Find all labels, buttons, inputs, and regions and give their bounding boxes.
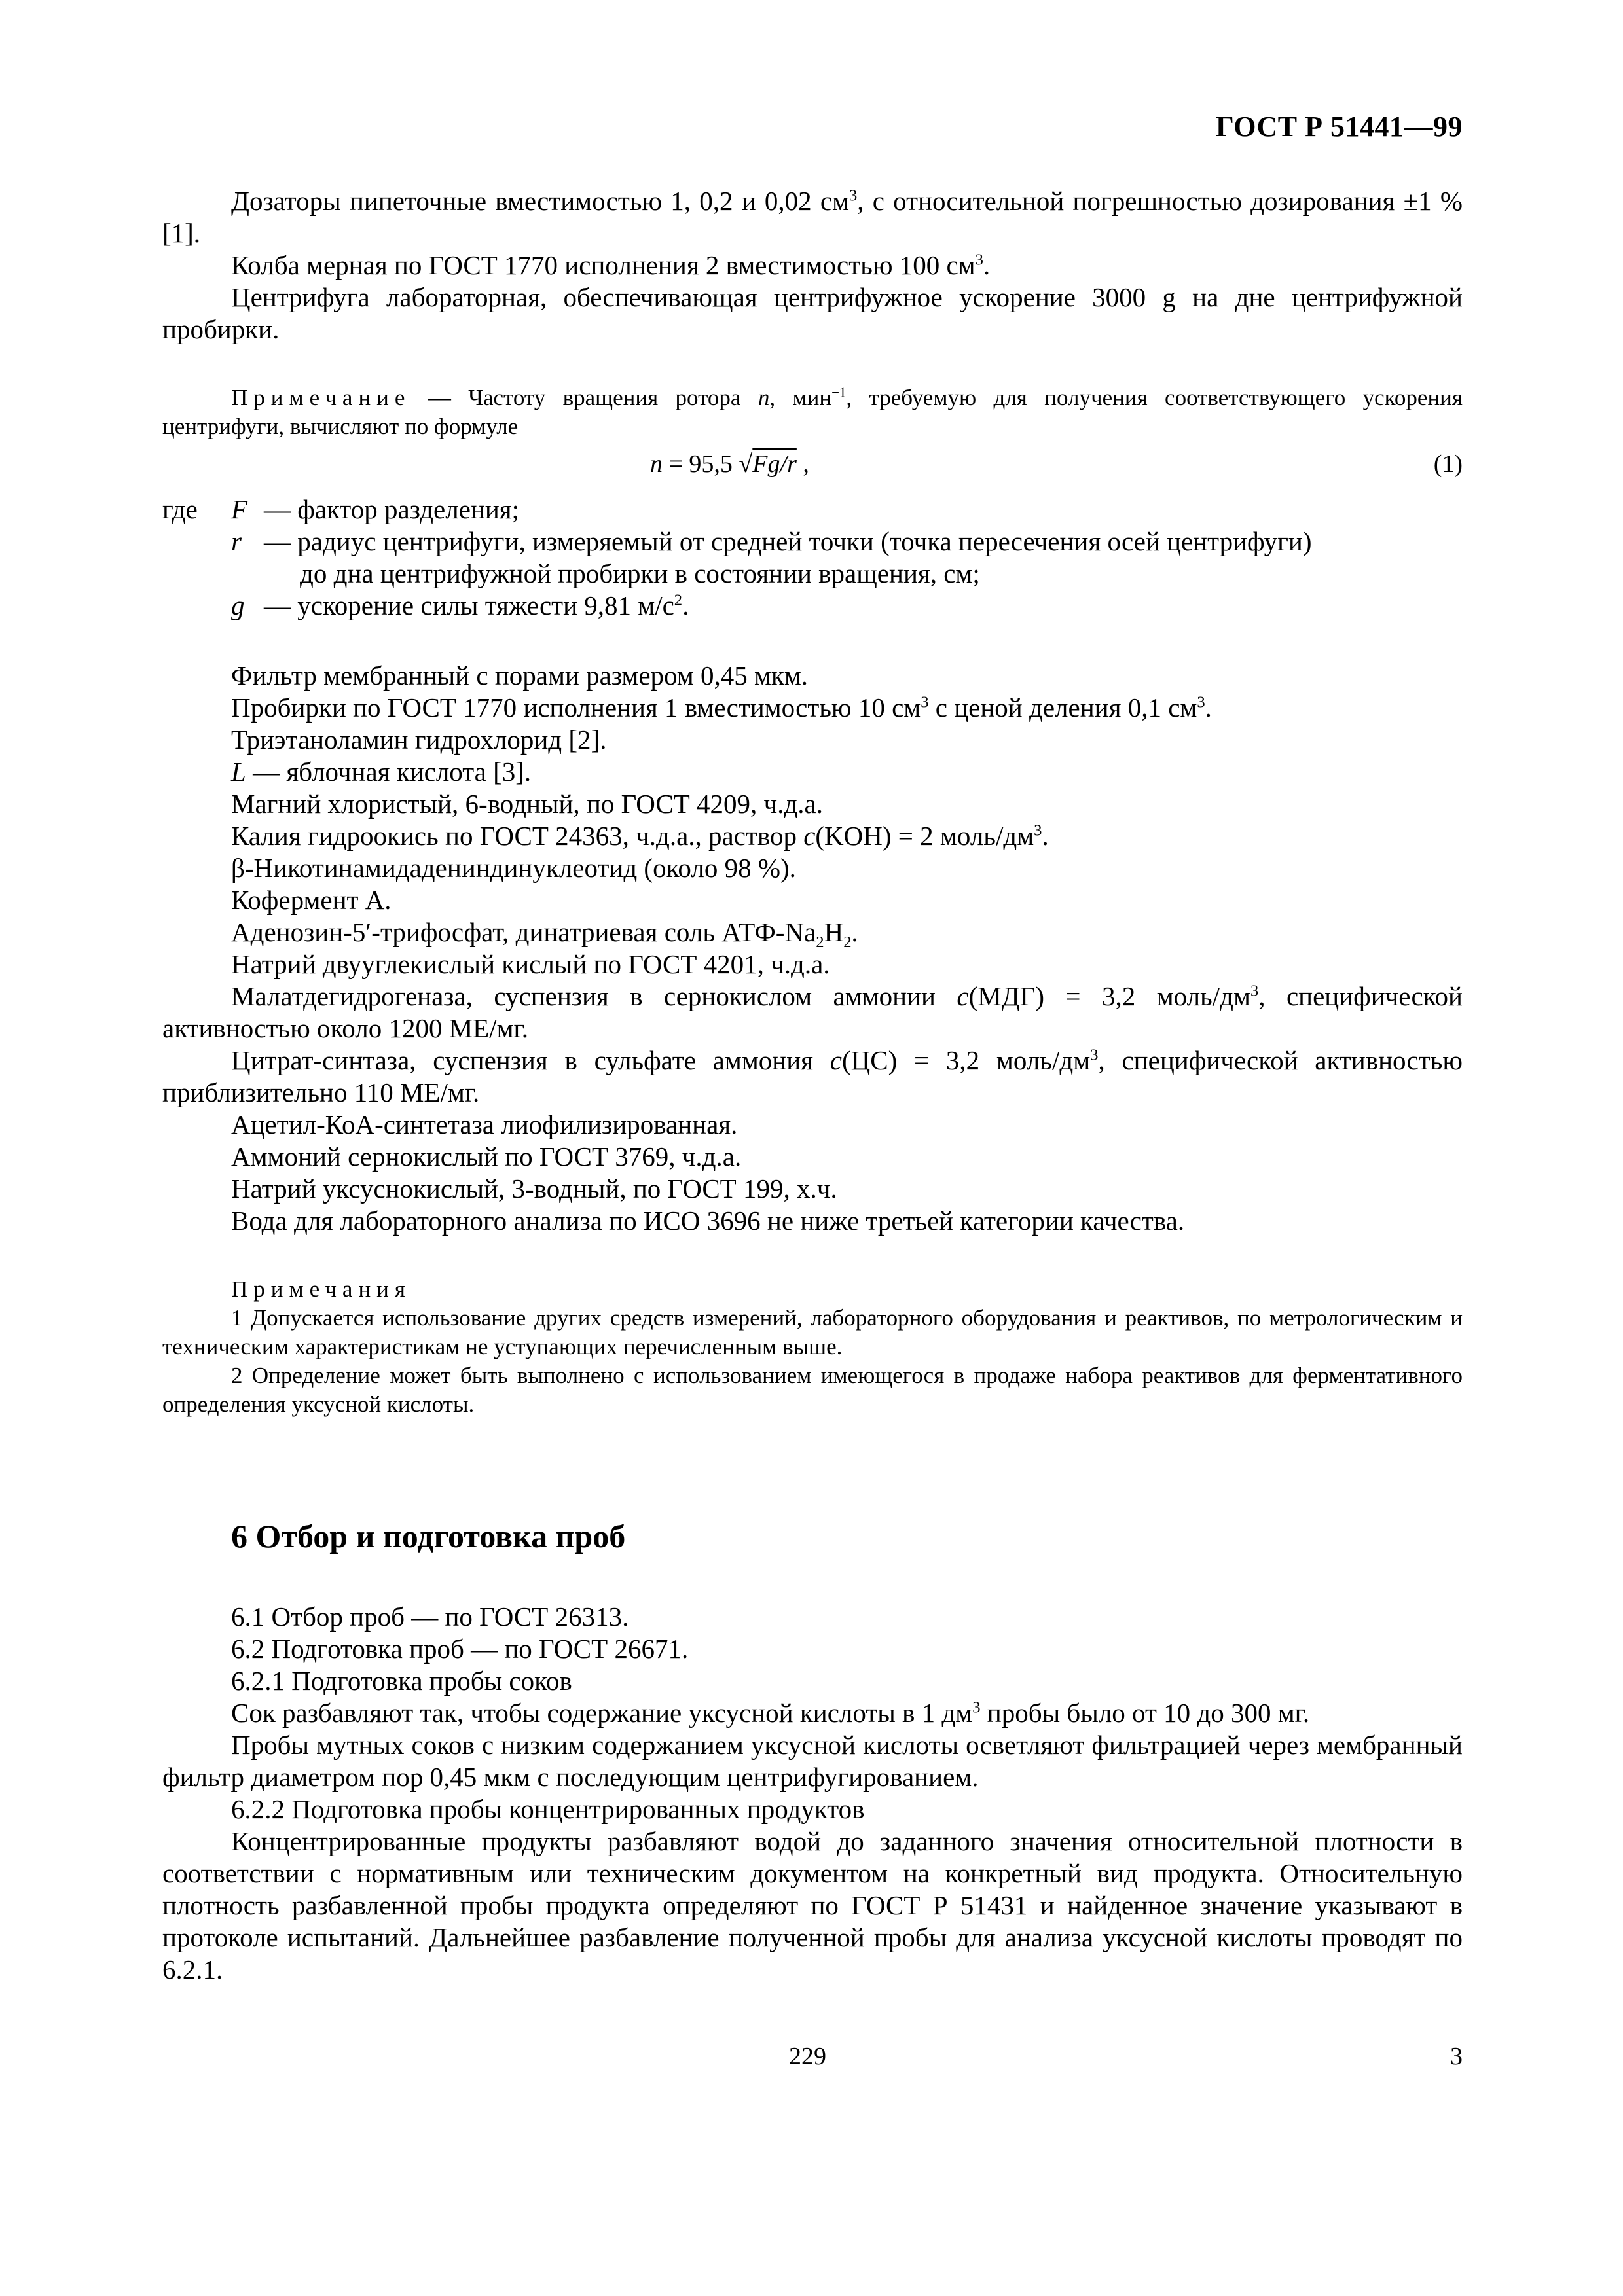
text-run: Сок разбавляют так, чтобы содержание уксусной кислоты в 1 дм <box>231 1698 973 1728</box>
paragraph-concentrated-products: Концентрированные продукты разбавляют водой до заданного значения относительной плотности в соответствии с нормативным или техническим документом на конкретный вид продукта. Относительную плотность разбавленной пробы продукта определяют по ГОСТ Р 51431 и найденное значение указывают в протоколе испытаний. Дальнейшее разбавление полученной пробы для анализа уксусной кислоты проводят по 6.2.1. <box>162 1826 1463 1984</box>
text-run: , с относительной погрешностью дозирования ±1 % [1]. <box>162 186 1463 248</box>
text-run: — ускорение силы тяжести 9,81 м/с <box>264 590 674 620</box>
superscript: 3 <box>1090 1046 1099 1064</box>
text-run: Пробирки по ГОСТ 1770 исполнения 1 вместимостью 10 см <box>231 692 921 723</box>
text-run: Фильтр мембранный с порами размером 0,45 мкм. <box>231 660 809 691</box>
text-run: (МДГ) = 3,2 моль/дм <box>968 981 1250 1011</box>
note-rotor-speed <box>162 384 1463 441</box>
variable: c <box>803 821 816 851</box>
list-item <box>162 1045 1463 1109</box>
formula-1 <box>162 441 1463 493</box>
list-item <box>162 724 1463 756</box>
text-run: , специфической активностью приблизительно 110 МЕ/мг. <box>162 1045 1463 1107</box>
list-item <box>162 852 1463 884</box>
list-item <box>162 788 1463 820</box>
paragraph-turbid-juices: Пробы мутных соков с низким содержанием уксусной кислоты осветляют фильтрацией через мембранный фильтр диаметром пор 0,45 мкм с последующим центрифугированием. <box>162 1730 1463 1792</box>
variable: F <box>231 494 248 524</box>
note-item: 2 Определение может быть выполнено с использованием имеющегося в продаже набора реактивов для ферментативного определения уксусной кислоты. <box>162 1363 1463 1417</box>
list-item <box>162 660 1463 692</box>
superscript: 3 <box>1197 693 1205 711</box>
variable: g <box>231 590 245 620</box>
text-run: (KOH) = 2 моль/дм <box>815 821 1034 851</box>
text-run: (ЦС) = 3,2 моль/дм <box>841 1045 1091 1075</box>
variable-definitions <box>162 493 1463 622</box>
subscript: 2 <box>816 933 824 952</box>
note-item: 1 Допускается использование других средств измерений, лабораторного оборудования и реактивов, по метрологическим и техническим характеристикам не уступающих перечисленным выше. <box>162 1305 1463 1359</box>
superscript: 3 <box>975 251 983 269</box>
superscript: 3 <box>848 187 858 205</box>
text-run: Магний хлористый, 6-водный, по ГОСТ 4209, ч.д.а. <box>231 789 823 819</box>
list-item <box>162 820 1463 852</box>
text-run: , специфической активностью около 1200 МЕ/мг. <box>162 981 1463 1043</box>
page-number: 229 <box>789 2043 826 2070</box>
paragraph-flask <box>162 249 1463 281</box>
variable: c <box>830 1045 842 1075</box>
formula-number: (1) <box>1433 450 1463 478</box>
text-run: — Частоту вращения ротора <box>410 385 758 410</box>
text-run: Натрий двууглекислый кислый по ГОСТ 4201, ч.д.а. <box>231 949 830 979</box>
clause-6-2-2: 6.2.2 Подготовка пробы концентрированных продуктов <box>231 1794 865 1824</box>
text-run: Калия гидроокись по ГОСТ 24363, ч.д.а., раствор <box>231 821 804 851</box>
text-run: , требуемую для получения соответствующего ускорения центрифуги, вычисляют по формуле <box>162 385 1463 439</box>
superscript: 2 <box>674 591 683 609</box>
formula-lhs: n <box>650 450 663 478</box>
list-item <box>162 884 1463 916</box>
note-label: Примечание <box>231 385 411 410</box>
text-run: Малатдегидрогеназа, суспензия в сернокислом аммонии <box>231 981 957 1011</box>
text-run: Дозаторы пипеточные вместимостью 1, 0,2 и 0,02 см <box>231 186 849 216</box>
variable: c <box>957 981 969 1011</box>
paragraph-centrifuge: Центрифуга лабораторная, обеспечивающая центрифужное ускорение 3000 g на дне центрифужной пробирки. <box>162 282 1463 344</box>
text-run: H <box>824 917 844 947</box>
variable: r <box>231 526 242 556</box>
formula-tail: , <box>796 450 809 478</box>
subscript: 2 <box>843 933 852 952</box>
text-run: , мин <box>769 385 832 410</box>
text-run: . <box>1205 692 1212 723</box>
text-run: Колба мерная по ГОСТ 1770 исполнения 2 вместимостью 100 см <box>231 250 976 280</box>
text-run: . <box>1042 821 1049 851</box>
notes-label: Примечания <box>231 1276 412 1302</box>
text-run: Триэтаноламин гидрохлорид [2]. <box>231 725 607 755</box>
formula-equals: = 95,5 √ <box>663 450 753 478</box>
text-run: Кофермент А. <box>231 885 392 915</box>
superscript: 3 <box>1034 821 1042 840</box>
definition: — фактор разделения; <box>264 494 520 524</box>
list-item <box>162 980 1463 1045</box>
definition: — радиус центрифуги, измеряемый от средней точки (точка пересечения осей центрифуги) <box>264 526 1312 556</box>
text-run: Аммоний сернокислый по ГОСТ 3769, ч.д.а. <box>231 1141 742 1172</box>
text-run: β-Никотинамидадениндинуклеотид (около 98 %). <box>231 853 796 883</box>
list-item <box>162 948 1463 980</box>
page-body <box>162 185 1463 1986</box>
definition-continuation: до дна центрифужной пробирки в состоянии вращения, см; <box>300 558 980 588</box>
variable: n <box>757 385 770 410</box>
clause-6-1: 6.1 Отбор проб — по ГОСТ 26313. <box>231 1602 629 1632</box>
definition <box>264 590 1463 622</box>
section-heading: 6 Отбор и подготовка проб <box>231 1518 626 1554</box>
formula-expression <box>650 450 809 478</box>
clause-6-2-1: 6.2.1 Подготовка пробы соков <box>231 1666 572 1696</box>
text-run: Вода для лабораторного анализа по ИСО 3696 не ниже третьей категории качества. <box>231 1206 1185 1236</box>
superscript: 3 <box>921 693 929 711</box>
text-run: Натрий уксуснокислый, 3-водный, по ГОСТ 199, х.ч. <box>231 1174 837 1204</box>
formula-radicand: Fg/r <box>752 450 797 478</box>
variable: L <box>231 757 246 787</box>
text-run: . <box>682 590 689 620</box>
text-run: пробы было от 10 до 300 мг. <box>980 1698 1310 1728</box>
list-item <box>162 1173 1463 1205</box>
list-item <box>162 756 1463 788</box>
list-item <box>162 1109 1463 1141</box>
text-run: Ацетил-КоА-синтетаза лиофилизированная. <box>231 1109 738 1139</box>
superscript: −1 <box>831 384 847 401</box>
text-run: Аденозин-5′-трифосфат, динатриевая соль АТФ-Na <box>231 917 816 947</box>
list-item <box>162 692 1463 724</box>
text-run: с ценой деления 0,1 см <box>928 692 1197 723</box>
superscript: 3 <box>1250 982 1259 1000</box>
text-run: . <box>851 917 858 947</box>
sheet-number: 3 <box>1450 2043 1463 2070</box>
clause-6-2: 6.2 Подготовка проб — по ГОСТ 26671. <box>231 1634 689 1664</box>
superscript: 3 <box>972 1698 981 1717</box>
list-item <box>162 916 1463 952</box>
text-run: Цитрат-синтаза, суспензия в сульфате аммония <box>231 1045 830 1075</box>
text-run: — яблочная кислота [3]. <box>246 757 532 787</box>
paragraph-juice-dilution <box>162 1697 1463 1729</box>
list-item <box>162 1205 1463 1237</box>
where-label: где <box>162 494 198 524</box>
text-run: . <box>983 250 991 280</box>
paragraph-dispensers <box>162 185 1463 249</box>
list-item <box>162 1141 1463 1173</box>
document-code: ГОСТ Р 51441—99 <box>1215 111 1463 143</box>
